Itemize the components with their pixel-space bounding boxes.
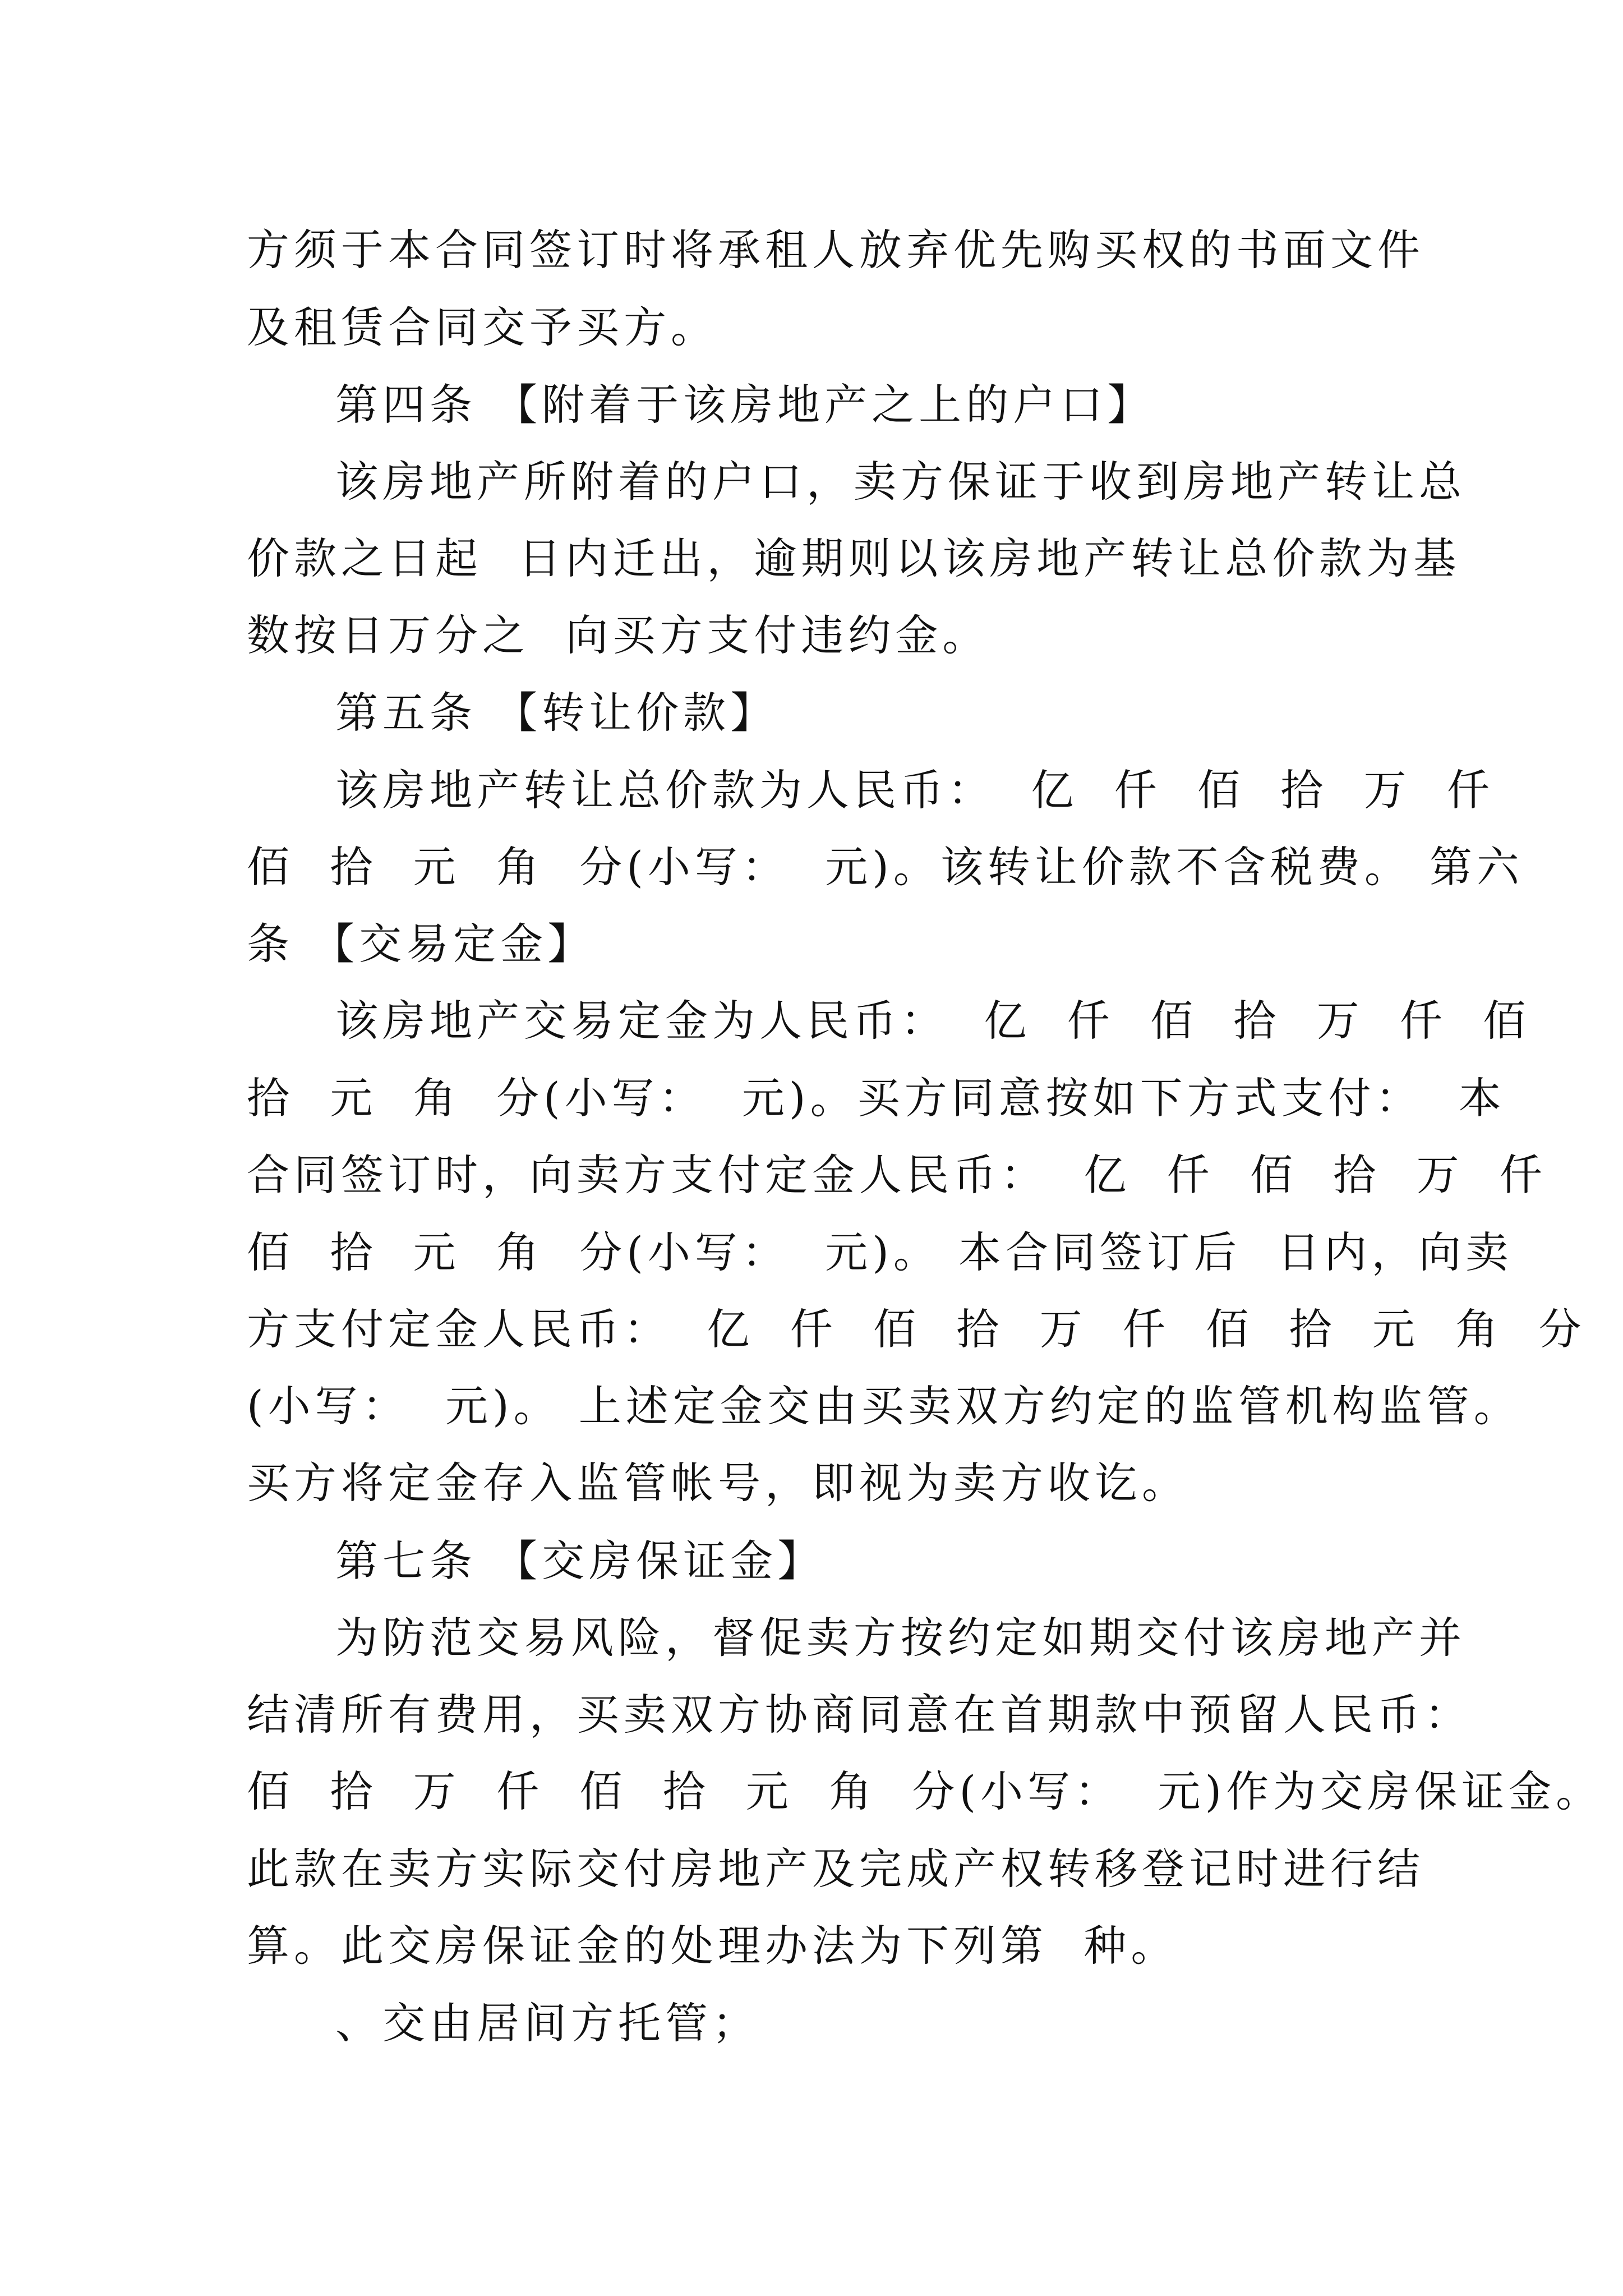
text-line: 方须于本合同签订时将承租人放弃优先购买权的书面文件: [247, 225, 1424, 275]
text-line: 佰 拾 万 仟 佰 拾 元 角 分(小写： 元)作为交房保证金。: [247, 1766, 1603, 1816]
text-line: 价款之日起 日内迁出，逾期则以该房地产转让总价款为基: [247, 533, 1461, 583]
text-line: 此款在卖方实际交付房地产及完成产权转移登记时进行结: [247, 1844, 1424, 1894]
text-line: 合同签订时，向卖方支付定金人民币： 亿 仟 佰 拾 万 仟: [247, 1150, 1547, 1200]
text-line: 该房地产交易定金为人民币： 亿 仟 佰 拾 万 仟 佰: [335, 996, 1530, 1046]
text-line: (小写： 元)。 上述定金交由买卖双方约定的监管机构监管。: [247, 1381, 1521, 1431]
text-line: 为防范交易风险，督促卖方按约定如期交付该房地产并: [335, 1613, 1466, 1663]
text-line: 买方将定金存入监管帐号，即视为卖方收讫。: [247, 1458, 1189, 1508]
text-line: 结清所有费用，买卖双方协商同意在首期款中预留人民币：: [247, 1690, 1472, 1740]
text-line: 算。此交房保证金的处理办法为下列第 种。: [247, 1921, 1178, 1971]
text-line: 拾 元 角 分(小写： 元)。买方同意按如下方式支付： 本: [247, 1073, 1506, 1123]
text-line: 数按日万分之 向买方支付违约金。: [247, 610, 990, 660]
list-item: 、交由居间方托管；: [335, 1998, 759, 2048]
text-line: 条 【交易定金】: [247, 919, 595, 969]
text-line: 及租赁合同交予买方。: [247, 302, 718, 352]
article-heading: 第四条 【附着于该房地产之上的户口】: [335, 380, 1155, 430]
text-line: 佰 拾 元 角 分(小写： 元)。 本合同签订后 日内，向卖: [247, 1227, 1513, 1277]
text-line: 方支付定金人民币： 亿 仟 佰 拾 万 仟 佰 拾 元 角 分: [247, 1304, 1586, 1354]
article-heading: 第五条 【转让价款】: [335, 688, 778, 738]
text-line: 佰 拾 元 角 分(小写： 元)。该转让价款不含税费。 第六: [247, 842, 1524, 892]
article-heading: 第七条 【交房保证金】: [335, 1536, 825, 1586]
text-line: 该房地产转让总价款为人民币： 亿 仟 佰 拾 万 仟: [335, 765, 1494, 815]
text-line: 该房地产所附着的户口，卖方保证于收到房地产转让总: [335, 457, 1466, 507]
